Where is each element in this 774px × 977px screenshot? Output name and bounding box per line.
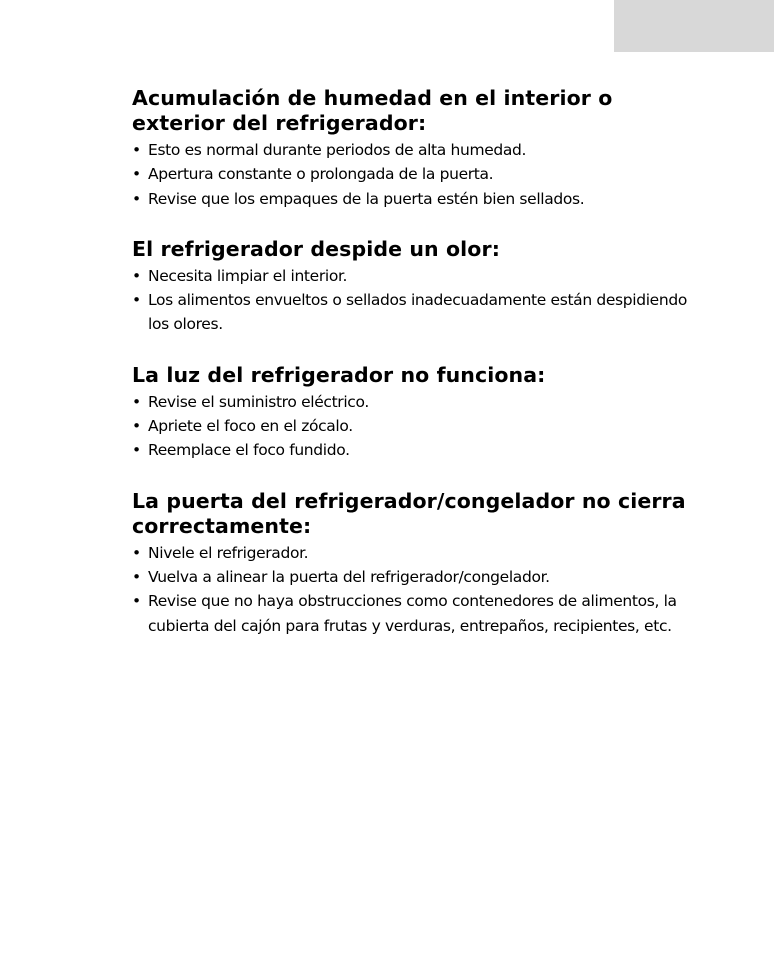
bullet-icon: • — [132, 165, 141, 184]
section-odor — [132, 237, 712, 337]
list-item: • Nivele el refrigerador. — [132, 541, 712, 565]
bullet-list — [132, 541, 712, 638]
list-item: • Vuelva a alinear la puerta del refrigerador/congelador. — [132, 565, 712, 589]
section-humidity — [132, 86, 712, 211]
list-item: • Necesita limpiar el interior. — [132, 264, 712, 288]
section-heading: El refrigerador despide un olor: — [132, 236, 500, 261]
bullet-icon: • — [132, 592, 141, 611]
bullet-icon: • — [132, 567, 141, 586]
bullet-icon: • — [132, 543, 141, 562]
list-item: • Reemplace el foco fundido. — [132, 438, 712, 462]
bullet-list — [132, 264, 712, 337]
bullet-icon: • — [132, 417, 141, 436]
bullet-icon: • — [132, 441, 141, 460]
list-item: • Revise que no haya obstrucciones como contenedores de alimentos, la cubierta del cajón para frutas y verduras, entrepaños, recipientes, etc. — [132, 589, 712, 638]
section-heading: La puerta del refrigerador/congelador no cierra correctamente: — [132, 488, 686, 538]
bullet-list — [132, 390, 712, 463]
bullet-icon: • — [132, 266, 141, 285]
troubleshooting-content — [132, 86, 712, 664]
bullet-icon: • — [132, 392, 141, 411]
list-item: • Apertura constante o prolongada de la puerta. — [132, 162, 712, 186]
list-item: • Apriete el foco en el zócalo. — [132, 414, 712, 438]
section-heading: La luz del refrigerador no funciona: — [132, 362, 546, 387]
list-item: • Revise el suministro eléctrico. — [132, 390, 712, 414]
bullet-icon: • — [132, 141, 141, 159]
section-heading: Acumulación de humedad en el interior o exterior del refrigerador: — [132, 86, 613, 135]
bullet-icon: • — [132, 189, 141, 208]
list-item: • Esto es normal durante periodos de alta humedad. — [132, 138, 712, 162]
section-light — [132, 363, 712, 463]
section-door — [132, 489, 712, 638]
bullet-icon: • — [132, 291, 141, 310]
bullet-list — [132, 138, 712, 211]
list-item: • Los alimentos envueltos o sellados inadecuadamente están despidiendo los olores. — [132, 288, 712, 337]
page-corner-tab — [614, 0, 774, 52]
list-item: • Revise que los empaques de la puerta estén bien sellados. — [132, 187, 712, 211]
